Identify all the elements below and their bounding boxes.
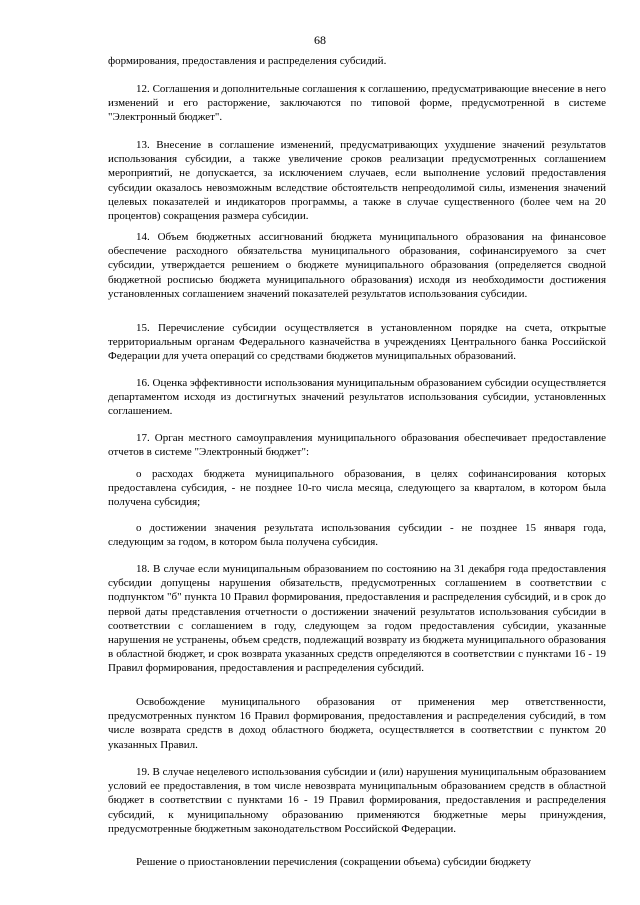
paragraph-suspension: Решение о приостановлении перечисления (сокращении объема) субсидии бюджету — [136, 856, 532, 868]
page-number: 68 — [314, 33, 326, 47]
paragraph-16: 16. Оценка эффективности использования муниципальным образованием субсидии осуществляется департаментом исходя из достигнутых значений результатов использования субсидии, установленных соглашением. — [108, 377, 606, 418]
paragraph-continuation: формирования, предоставления и распределения субсидий. — [108, 55, 387, 67]
paragraph-17-item-expenses: о расходах бюджета муниципального образования, в целях софинансирования которых предоставлена субсидия, - не позднее 10-го числа месяца, следующего за кварталом, в котором была получена субсидия; — [108, 468, 606, 509]
paragraph-exemption: Освобождение муниципального образования от применения мер ответственности, предусмотренных пунктом 16 Правил формирования, предоставления и распределения субсидий, в том числе возврата средств в доход областного бюджета, осуществляется в соответствии с пунктом 20 указанных Правил. — [108, 696, 606, 751]
paragraph-17: 17. Орган местного самоуправления муниципального образования обеспечивает предоставление отчетов в системе "Электронный бюджет": — [108, 432, 606, 459]
paragraph-17-item-results: о достижении значения результата использования субсидии - не позднее 15 января года, следующим за годом, в котором была получена субсидия. — [108, 522, 606, 549]
paragraph-15: 15. Перечисление субсидии осуществляется в установленном порядке на счета, открытые территориальным органам Федерального казначейства в учреждениях Центрального банка Российской Федерации для учета операций со средствами бюджетов муниципальных образований. — [108, 322, 606, 363]
paragraph-18: 18. В случае если муниципальным образованием по состоянию на 31 декабря года предоставления субсидии допущены нарушения обязательств, предусмотренных соглашением в соответствии с подпунктом "б" пункта 10 Правил формирования, предоставления и распределения субсидий, и в срок до первой даты представления отчетности о достижении значений результатов использования субсидии в соответствии с соглашением в году, следующем за годом предоставления субсидии, указанные нарушения не устранены, объем средств, подлежащий возврату из бюджета муниципального образования в областной бюджет, и срок возврата указанных средств определяются в соответствии с пунктами 16 - 19 Правил формирования, предоставления и распределения субсидий. — [108, 563, 606, 675]
paragraph-14: 14. Объем бюджетных ассигнований бюджета муниципального образования на финансовое обеспечение расходного обязательства муниципального образования, софинансируемого за счет субсидии, утверждается решением о бюджете муниципального образования (определяется сводной бюджетной росписью бюджета муниципального образования) исходя из необходимости достижения установленных соглашением значений показателей результатов использования субсидии. — [108, 231, 606, 300]
paragraph-13: 13. Внесение в соглашение изменений, предусматривающих ухудшение значений результатов использования субсидии, а также увеличение сроков реализации предусмотренных соглашением мероприятий, не допускается, за исключением случаев, если выполнение условий предоставления субсидии оказалось невозможным вследствие обстоятельств непреодолимой силы, изменения значений целевых показателей и индикаторов программы, а также в случае существенного (более чем на 20 процентов) сокращения размера субсидии. — [108, 139, 606, 223]
paragraph-12: 12. Соглашения и дополнительные соглашения к соглашению, предусматривающие внесение в него изменений и его расторжение, заключаются по типовой форме, предусмотренной в системе "Электронный бюджет". — [108, 83, 606, 124]
paragraph-19: 19. В случае нецелевого использования субсидии и (или) нарушения муниципальным образованием условий ее предоставления, в том числе невозврата муниципальным образованием средств в областной бюджет в соответствии с пунктами 16 - 19 Правил формирования, предоставления и распределения субсидий, к муниципальному образованию применяются бюджетные меры принуждения, предусмотренные бюджетным законодательством Российской Федерации. — [108, 766, 606, 835]
